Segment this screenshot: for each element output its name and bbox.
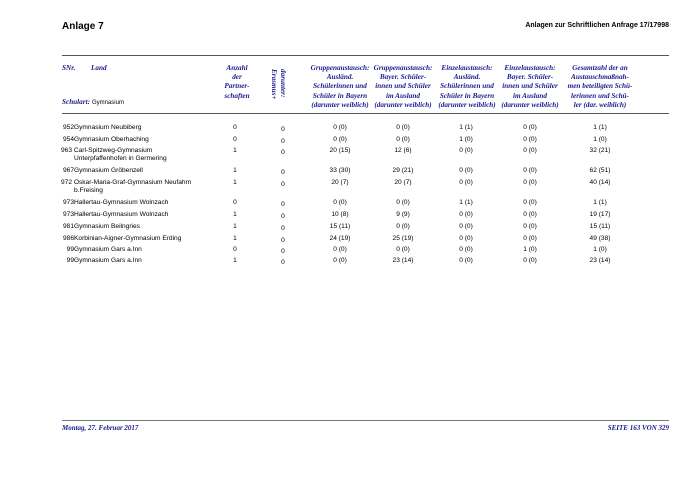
cell-ges: 49 (38) [589,235,611,242]
cell-eb: 0 (0) [523,257,537,264]
cell-ges: 1 (1) [593,199,607,206]
cell-ges: 40 (14) [589,179,611,186]
header-line: Ausländ. [326,73,354,82]
school-name-line: Gymnasium Beilngries [74,223,140,230]
document-title: Anlagen zur Schriftlichen Anfrage 17/17998 [525,22,669,29]
school-name-line: 972 Oskar-Maria-Graf-Gymnasium Neufahrn [61,179,192,186]
cell-eb: 0 (0) [523,235,537,242]
school-name [74,211,224,219]
cell-eb: 0 (0) [523,147,537,154]
cell-erasmus: 0 [281,201,285,208]
header-line: ler (dar. weiblich) [573,100,627,109]
cell-gb: 12 (6) [394,147,412,154]
header-line: Einzelaustausch: [504,64,556,72]
school-name-line: 963 Carl-Spitzweg-Gymnasium [61,147,153,154]
header-line: Schülerinnen und [440,82,494,91]
cell-eb: 0 (0) [523,199,537,206]
header-erasmus [269,69,287,109]
cell-ea: 0 (0) [459,167,473,174]
cell-ges: 32 (21) [589,147,611,154]
school-name [61,179,211,195]
cell-ges: 15 (11) [589,223,611,230]
cell-anzahl: 1 [233,147,237,154]
school-name-line: Gymnasium Gars a.Inn [74,257,142,264]
header-gesamt [563,64,637,110]
cell-gb: 0 (0) [396,246,410,253]
header-einz-ausland [435,64,499,110]
cell-gb: 0 (0) [396,223,410,230]
cell-ga: 15 (11) [329,223,351,230]
header-line: innen und Schüler [502,82,558,91]
schulart-label: Schulart: [62,98,90,106]
school-number: 967 [62,167,74,174]
cell-erasmus: 0 [281,169,285,176]
cell-anzahl: 0 [233,124,237,131]
school-name [74,167,224,175]
school-name [74,199,224,207]
school-name-line: Korbinian-Aigner-Gymnasium Erding [74,235,182,242]
school-number: 973 [62,211,74,218]
cell-ga: 20 (7) [331,179,349,186]
school-number: 973 [62,199,74,206]
school-name-line: Gymnasium Oberhaching [74,136,149,143]
school-number: 99 [66,257,74,264]
school-number: 981 [62,223,74,230]
cell-ea: 0 (0) [459,147,473,154]
cell-gb: 29 (21) [392,167,414,174]
header-line: Bayer. Schüler- [379,73,427,82]
cell-ga: 20 (15) [329,147,351,154]
cell-ga: 0 (0) [333,257,347,264]
school-name [74,246,224,254]
header-anzahl-line: Anzahl [226,64,248,72]
header-erasmus-line: darunter: [279,69,287,98]
school-name [74,124,224,132]
cell-ges: 23 (14) [589,257,611,264]
cell-gb: 0 (0) [396,124,410,131]
header-snr: SNr. [62,64,76,72]
header-grp-ausland [307,64,373,110]
cell-eb: 1 (0) [523,246,537,253]
cell-erasmus: 0 [281,149,285,156]
school-name-line: Gymnasium Gröbenzell [74,167,143,174]
header-einz-bayer [498,64,562,110]
header-line: im Ausland [386,91,420,100]
school-name-line: Hallertau-Gymnasium Wolnzach [74,211,169,218]
cell-ea: 0 (0) [459,223,473,230]
cell-erasmus: 0 [281,259,285,266]
cell-ga: 0 (0) [333,246,347,253]
cell-eb: 0 (0) [523,179,537,186]
footer-page-number: SEITE 163 VON 329 [607,424,669,432]
cell-ea: 0 (0) [459,211,473,218]
cell-gb: 25 (19) [392,235,414,242]
header-line: Einzelaustausch: [441,64,493,72]
header-line: lerinnen und Schü- [571,91,629,100]
cell-ga: 10 (8) [331,211,349,218]
cell-ea: 1 (1) [459,199,473,206]
cell-ea: 0 (0) [459,246,473,253]
header-line: Schüler in Bayern [312,91,368,100]
cell-ges: 1 (0) [593,246,607,253]
cell-gb: 0 (0) [396,136,410,143]
cell-ges: 62 (51) [589,167,611,174]
cell-gb: 9 (9) [396,211,410,218]
cell-anzahl: 1 [233,211,237,218]
anlage-label: Anlage 7 [62,21,104,32]
header-line: Austauschmaßnah- [571,73,629,82]
school-number: 99 [66,246,74,253]
cell-anzahl: 1 [233,235,237,242]
header-line: im Ausland [513,91,547,100]
schulart-value: Gymnasium [91,100,124,106]
header-line: (darunter weiblich) [501,100,559,109]
school-number: 952 [62,124,74,131]
cell-ga: 24 (19) [329,235,351,242]
cell-anzahl: 0 [233,136,237,143]
header-grp-bayer [371,64,435,110]
header-line: (darunter weiblich) [311,100,369,109]
cell-gb: 23 (14) [392,257,414,264]
header-anzahl-line: der [232,73,242,82]
school-name-line: Hallertau-Gymnasium Wolnzach [74,199,169,206]
cell-anzahl: 1 [233,179,237,186]
cell-anzahl: 1 [233,167,237,174]
cell-ges: 1 (0) [593,136,607,143]
cell-erasmus: 0 [281,248,285,255]
cell-ea: 0 (0) [459,257,473,264]
cell-eb: 0 (0) [523,167,537,174]
cell-erasmus: 0 [281,126,285,133]
school-name-line: Gymnasium Gars a.Inn [74,246,142,253]
footer-date: Montag, 27. Februar 2017 [62,424,139,432]
cell-eb: 0 (0) [523,136,537,143]
cell-anzahl: 0 [233,246,237,253]
header-line: Bayer. Schüler- [506,73,554,82]
cell-erasmus: 0 [281,138,285,145]
cell-eb: 0 (0) [523,223,537,230]
cell-gb: 0 (0) [396,199,410,206]
cell-erasmus: 0 [281,225,285,232]
school-name [74,257,224,265]
header-schulart [62,97,124,106]
cell-erasmus: 0 [281,213,285,220]
header-line: Gesamtzahl der an [572,64,628,72]
cell-erasmus: 0 [281,181,285,188]
header-bottom-rule [62,113,669,114]
cell-ea: 0 (0) [459,179,473,186]
cell-ga: 0 (0) [333,124,347,131]
cell-erasmus: 0 [281,237,285,244]
header-line: Gruppenaustausch: [310,64,370,72]
cell-ea: 1 (1) [459,124,473,131]
cell-anzahl: 1 [233,257,237,264]
cell-ges: 1 (1) [593,124,607,131]
header-top-rule [62,55,669,56]
header-anzahl-line: schaften [224,91,250,100]
school-name [74,235,224,243]
header-line: Ausländ. [453,73,481,82]
school-number: 986 [62,235,74,242]
cell-ga: 33 (30) [329,167,351,174]
cell-ga: 0 (0) [333,136,347,143]
header-line: men beteiligten Schü- [567,82,633,91]
school-name [74,223,224,231]
header-line: Schülerinnen und [313,82,367,91]
school-name-line: Unterpfaffenhofen in Germering [74,155,167,162]
footer-rule [62,420,669,421]
cell-ea: 0 (0) [459,235,473,242]
header-line: (darunter weiblich) [438,100,496,109]
header-land: Land [91,64,107,72]
header-line: Gruppenaustausch: [373,64,433,72]
header-erasmus-line: Erasmus+ [270,69,278,100]
cell-ga: 0 (0) [333,199,347,206]
cell-ges: 19 (17) [589,211,611,218]
cell-ea: 1 (0) [459,136,473,143]
cell-eb: 0 (0) [523,124,537,131]
cell-anzahl: 0 [233,199,237,206]
header-anzahl [218,64,256,101]
school-name [74,136,224,144]
cell-gb: 20 (7) [394,179,412,186]
header-line: Schüler in Bayern [439,91,495,100]
cell-eb: 0 (0) [523,211,537,218]
cell-anzahl: 1 [233,223,237,230]
header-line: (darunter weiblich) [374,100,432,109]
header-anzahl-line: Partner- [224,82,250,91]
school-name-line: Gymnasium Neubiberg [74,124,142,131]
school-name [61,147,211,163]
school-name-line: b.Freising [74,187,103,194]
header-line: innen und Schüler [375,82,431,91]
school-number: 954 [62,136,74,143]
